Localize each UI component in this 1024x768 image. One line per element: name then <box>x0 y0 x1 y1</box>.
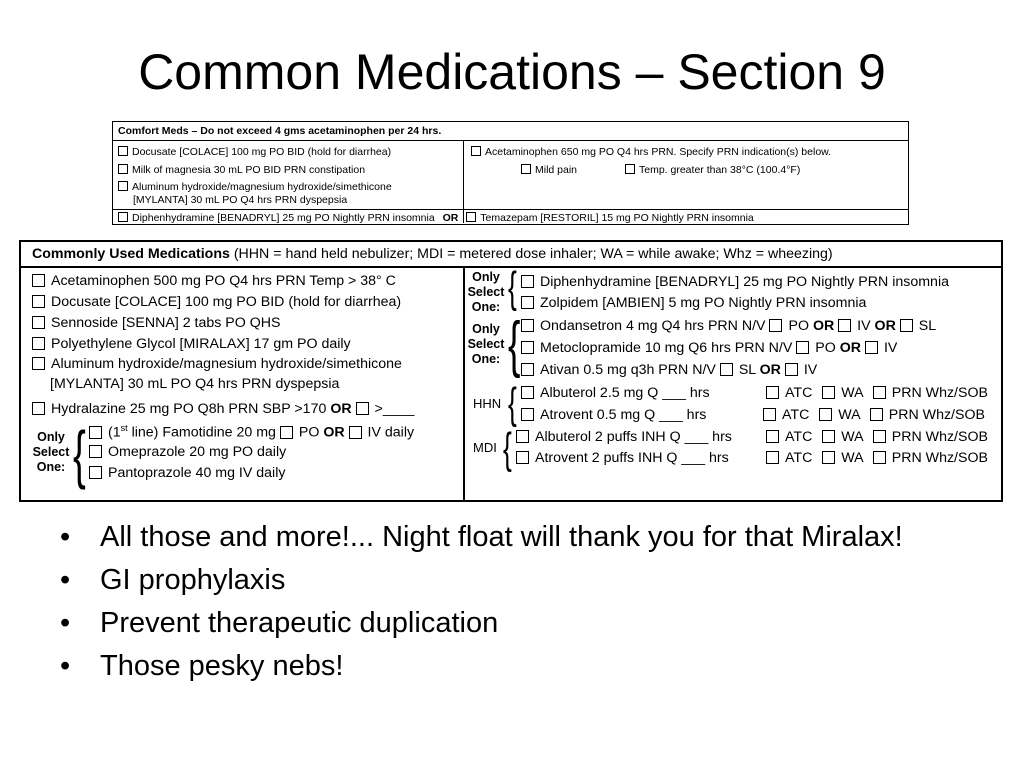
checkbox[interactable] <box>521 275 534 288</box>
comfort-docusate: Docusate [COLACE] 100 mg PO BID (hold for diarrhea) <box>118 145 391 159</box>
checkbox[interactable] <box>466 212 476 222</box>
checkbox[interactable] <box>32 274 45 287</box>
brace: { <box>503 424 512 473</box>
checkbox[interactable] <box>32 357 45 370</box>
med-diphenhydramine: Diphenhydramine [BENADRYL] 25 mg PO Nightly PRN insomnia <box>521 273 949 291</box>
checkbox[interactable] <box>89 426 102 439</box>
checkbox[interactable] <box>785 363 798 376</box>
brace: { <box>508 263 517 312</box>
checkbox[interactable] <box>720 363 733 376</box>
med-omeprazole: Omeprazole 20 mg PO daily <box>89 443 286 461</box>
comfort-acetaminophen: Acetaminophen 650 mg PO Q4 hrs PRN. Specify PRN indication(s) below. <box>471 145 831 159</box>
brace: { <box>508 310 521 379</box>
med-atrovent-hhn: Atrovent 0.5 mg Q ___ hrs <box>521 406 706 424</box>
comfort-milk-of-magnesia: Milk of magnesia 30 mL PO BID PRN constipation <box>118 163 365 177</box>
checkbox[interactable] <box>873 386 886 399</box>
med-sennoside: Sennoside [SENNA] 2 tabs PO QHS <box>32 314 280 332</box>
med-albuterol-mdi: Albuterol 2 puffs INH Q ___ hrs <box>516 428 732 446</box>
med-docusate: Docusate [COLACE] 100 mg PO BID (hold for diarrhea) <box>32 293 401 311</box>
only-select-one-nausea: Only Select One: <box>467 322 505 366</box>
med-pantoprazole: Pantoprazole 40 mg IV daily <box>89 464 285 482</box>
comfort-mild-pain: Mild pain <box>521 163 577 177</box>
bullet-list <box>60 520 960 692</box>
bullet-item: • Prevent therapeutic duplication <box>60 607 499 639</box>
checkbox[interactable] <box>349 426 362 439</box>
med-acetaminophen: Acetaminophen 500 mg PO Q4 hrs PRN Temp > 38° C <box>32 272 396 290</box>
checkbox[interactable] <box>280 426 293 439</box>
only-select-one-left: Only Select One: <box>32 430 70 474</box>
slide-title: Common Medications – Section 9 <box>138 44 886 100</box>
checkbox[interactable] <box>766 451 779 464</box>
checkbox[interactable] <box>356 402 369 415</box>
checkbox[interactable] <box>521 386 534 399</box>
checkbox[interactable] <box>796 341 809 354</box>
checkbox[interactable] <box>865 341 878 354</box>
comfort-temp: Temp. greater than 38°C (100.4°F) <box>625 163 800 177</box>
checkbox[interactable] <box>32 402 45 415</box>
brace: { <box>508 379 517 428</box>
checkbox[interactable] <box>822 386 835 399</box>
med-mylanta: [MYLANTA] 30 mL PO Q4 hrs PRN dyspepsia <box>50 376 340 392</box>
med-hydralazine: Hydralazine 25 mg PO Q8h PRN SBP >170 OR >____ <box>32 400 414 418</box>
checkbox[interactable] <box>89 466 102 479</box>
checkbox[interactable] <box>521 341 534 354</box>
comfort-mylanta: [MYLANTA] 30 mL PO Q4 hrs PRN dyspepsia <box>133 194 348 206</box>
checkbox[interactable] <box>900 319 913 332</box>
med-aluminum: Aluminum hydroxide/magnesium hydroxide/simethicone <box>32 355 402 373</box>
checkbox[interactable] <box>118 164 128 174</box>
bullet-item: • GI prophylaxis <box>60 564 286 596</box>
checkbox[interactable] <box>766 430 779 443</box>
med-metoclopramide: Metoclopramide 10 mg Q6 hrs PRN N/V PO OR IV <box>521 339 897 357</box>
comfort-header: Comfort Meds – Do not exceed 4 gms acetaminophen per 24 hrs. <box>113 122 908 141</box>
checkbox[interactable] <box>873 430 886 443</box>
checkbox[interactable] <box>32 316 45 329</box>
brace: { <box>73 418 86 490</box>
albuterol-mdi-options: ATC WA PRN Whz/SOB <box>766 428 988 446</box>
med-peg: Polyethylene Glycol [MIRALAX] 17 gm PO daily <box>32 335 351 353</box>
med-famotidine: (1st line) Famotidine 20 mg PO OR IV daily <box>89 419 414 442</box>
checkbox[interactable] <box>118 212 128 222</box>
checkbox[interactable] <box>870 408 883 421</box>
checkbox[interactable] <box>118 181 128 191</box>
hhn-label: HHN <box>473 396 502 411</box>
med-atrovent-mdi: Atrovent 2 puffs INH Q ___ hrs <box>516 449 729 467</box>
common-meds-form <box>19 240 1003 502</box>
comfort-bottom-row: Diphenhydramine [BENADRYL] 25 mg PO Nightly PRN insomnia OR Temazepam [RESTORIL] 15 mg PO Nightly PRN insomnia <box>118 211 754 225</box>
checkbox[interactable] <box>32 337 45 350</box>
mdi-label: MDI <box>473 440 497 455</box>
checkbox[interactable] <box>873 451 886 464</box>
checkbox[interactable] <box>769 319 782 332</box>
atrovent-hhn-options: ATC WA PRN Whz/SOB <box>763 406 985 424</box>
bullet-item: • All those and more!... Night float will thank you for that Miralax! <box>60 521 903 553</box>
atrovent-mdi-options: ATC WA PRN Whz/SOB <box>766 449 988 467</box>
checkbox[interactable] <box>822 430 835 443</box>
only-select-one-sleep: Only Select One: <box>467 270 505 314</box>
checkbox[interactable] <box>521 319 534 332</box>
med-ondansetron: Ondansetron 4 mg Q4 hrs PRN N/V PO OR IV OR SL <box>521 317 936 335</box>
checkbox[interactable] <box>118 146 128 156</box>
checkbox[interactable] <box>838 319 851 332</box>
med-zolpidem: Zolpidem [AMBIEN] 5 mg PO Nightly PRN insomnia <box>521 294 866 312</box>
med-albuterol-hhn: Albuterol 2.5 mg Q ___ hrs <box>521 384 710 402</box>
comfort-meds-form <box>112 121 909 225</box>
checkbox[interactable] <box>471 146 481 156</box>
checkbox[interactable] <box>89 445 102 458</box>
checkbox[interactable] <box>822 451 835 464</box>
albuterol-hhn-options: ATC WA PRN Whz/SOB <box>766 384 988 402</box>
checkbox[interactable] <box>521 164 531 174</box>
checkbox[interactable] <box>521 408 534 421</box>
checkbox[interactable] <box>521 363 534 376</box>
checkbox[interactable] <box>763 408 776 421</box>
med-ativan: Ativan 0.5 mg q3h PRN N/V SL OR IV <box>521 361 817 379</box>
checkbox[interactable] <box>819 408 832 421</box>
checkbox[interactable] <box>766 386 779 399</box>
checkbox[interactable] <box>521 296 534 309</box>
checkbox[interactable] <box>625 164 635 174</box>
bullet-item: • Those pesky nebs! <box>60 650 344 682</box>
checkbox[interactable] <box>516 451 529 464</box>
checkbox[interactable] <box>32 295 45 308</box>
common-header: Commonly Used Medications (HHN = hand held nebulizer; MDI = metered dose inhaler; WA = while awake; Whz = wheezing) <box>21 242 1001 268</box>
checkbox[interactable] <box>516 430 529 443</box>
comfort-aluminum: Aluminum hydroxide/magnesium hydroxide/simethicone <box>118 180 392 194</box>
